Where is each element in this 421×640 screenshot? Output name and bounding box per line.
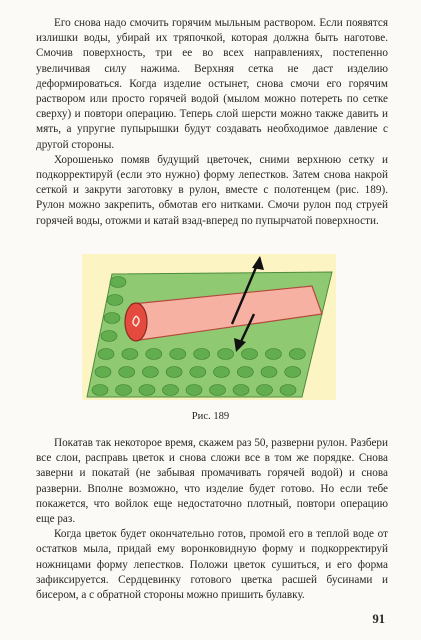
bubble [242, 349, 258, 360]
bubble [116, 385, 132, 396]
bubble [257, 385, 273, 396]
paragraph-2: Хорошенько помяв будущий цветочек, сними верхнюю сетку и подкорректируй (если это нужно) форму лепестков. Затем снова накрой сеткой и закрути заготовку в рулон, вместе с полотенцем (рис. 189). Рулон можно закрепить, обмотав его нитками. Смочи рулон под струей горячей воды, отожми и катай взад-вперед по пупырчатой поверхности. [36, 153, 388, 227]
bubble [92, 385, 108, 396]
roll-end [125, 303, 147, 341]
bubble [261, 367, 277, 378]
bubble [265, 349, 281, 360]
figure-caption: Рис. 189 [191, 411, 230, 422]
bubble [190, 367, 206, 378]
bubble [146, 349, 162, 360]
bubble [163, 385, 179, 396]
bubble [186, 385, 202, 396]
bubble [210, 385, 226, 396]
bubble [289, 349, 305, 360]
paragraph-1: Его снова надо смочить горячим мыльным раствором. Если появятся излишки воды, убирай их тряпочкой, которая должна быть наготове. Смочив поверхность, три ее во всех направлениях, постепенно увеличивая силу нажима. Верхняя сетка не даст изделию деформироваться. Когда изделие остынет, снова смочи его горячим раствором или просто горячей водой (мылом можно потереть по сетке сверху) и повтори операцию. Теперь слой шерсти можно также давить и мять, а упругие пупырышки будут создавать необходимое давление с другой стороны. [36, 17, 388, 151]
bubble [170, 349, 186, 360]
rolling-illustration [82, 254, 336, 400]
figure-189 [82, 254, 336, 400]
paragraph-4: Когда цветок будет окончательно готов, промой его в теплой воде от остатков мыла, придай ему воронковидную форму и подкорректируй ножницами форму лепестков. Положи цветок сушиться, и его форма зафиксируется. Сердцевинку готового цветка расшей бусинами и бисером, а с обратной стороны можно пришить булавку. [36, 528, 388, 602]
bubble [98, 349, 114, 360]
paragraph-3: Покатав так некоторое время, скажем раз 50, разверни рулон. Разбери все слои, расправь цветок и снова сложи все в том же порядке. Снова заверни и покатай (не забывая промачивать горячей водой) и снова разверни. Вполне возможно, что изделие будет готово. Но если тебе покажется, что войлок еще недостаточно плотный, повтори операцию еще раз. [36, 437, 388, 526]
bubble [110, 277, 126, 288]
bubble [119, 367, 135, 378]
bubble [101, 331, 117, 342]
bubble [166, 367, 182, 378]
bubble [139, 385, 155, 396]
bubble [107, 295, 123, 306]
bubble [237, 367, 253, 378]
bubble [285, 367, 301, 378]
bubble [218, 349, 234, 360]
bubble [95, 367, 111, 378]
bubble [280, 385, 296, 396]
page-number: 91 [372, 612, 385, 626]
bubble [194, 349, 210, 360]
bubble [142, 367, 158, 378]
text-block-bottom [36, 436, 388, 603]
text-block-top [36, 16, 388, 229]
bubble [214, 367, 230, 378]
bubble [233, 385, 249, 396]
bubble [104, 313, 120, 324]
bubble [122, 349, 138, 360]
